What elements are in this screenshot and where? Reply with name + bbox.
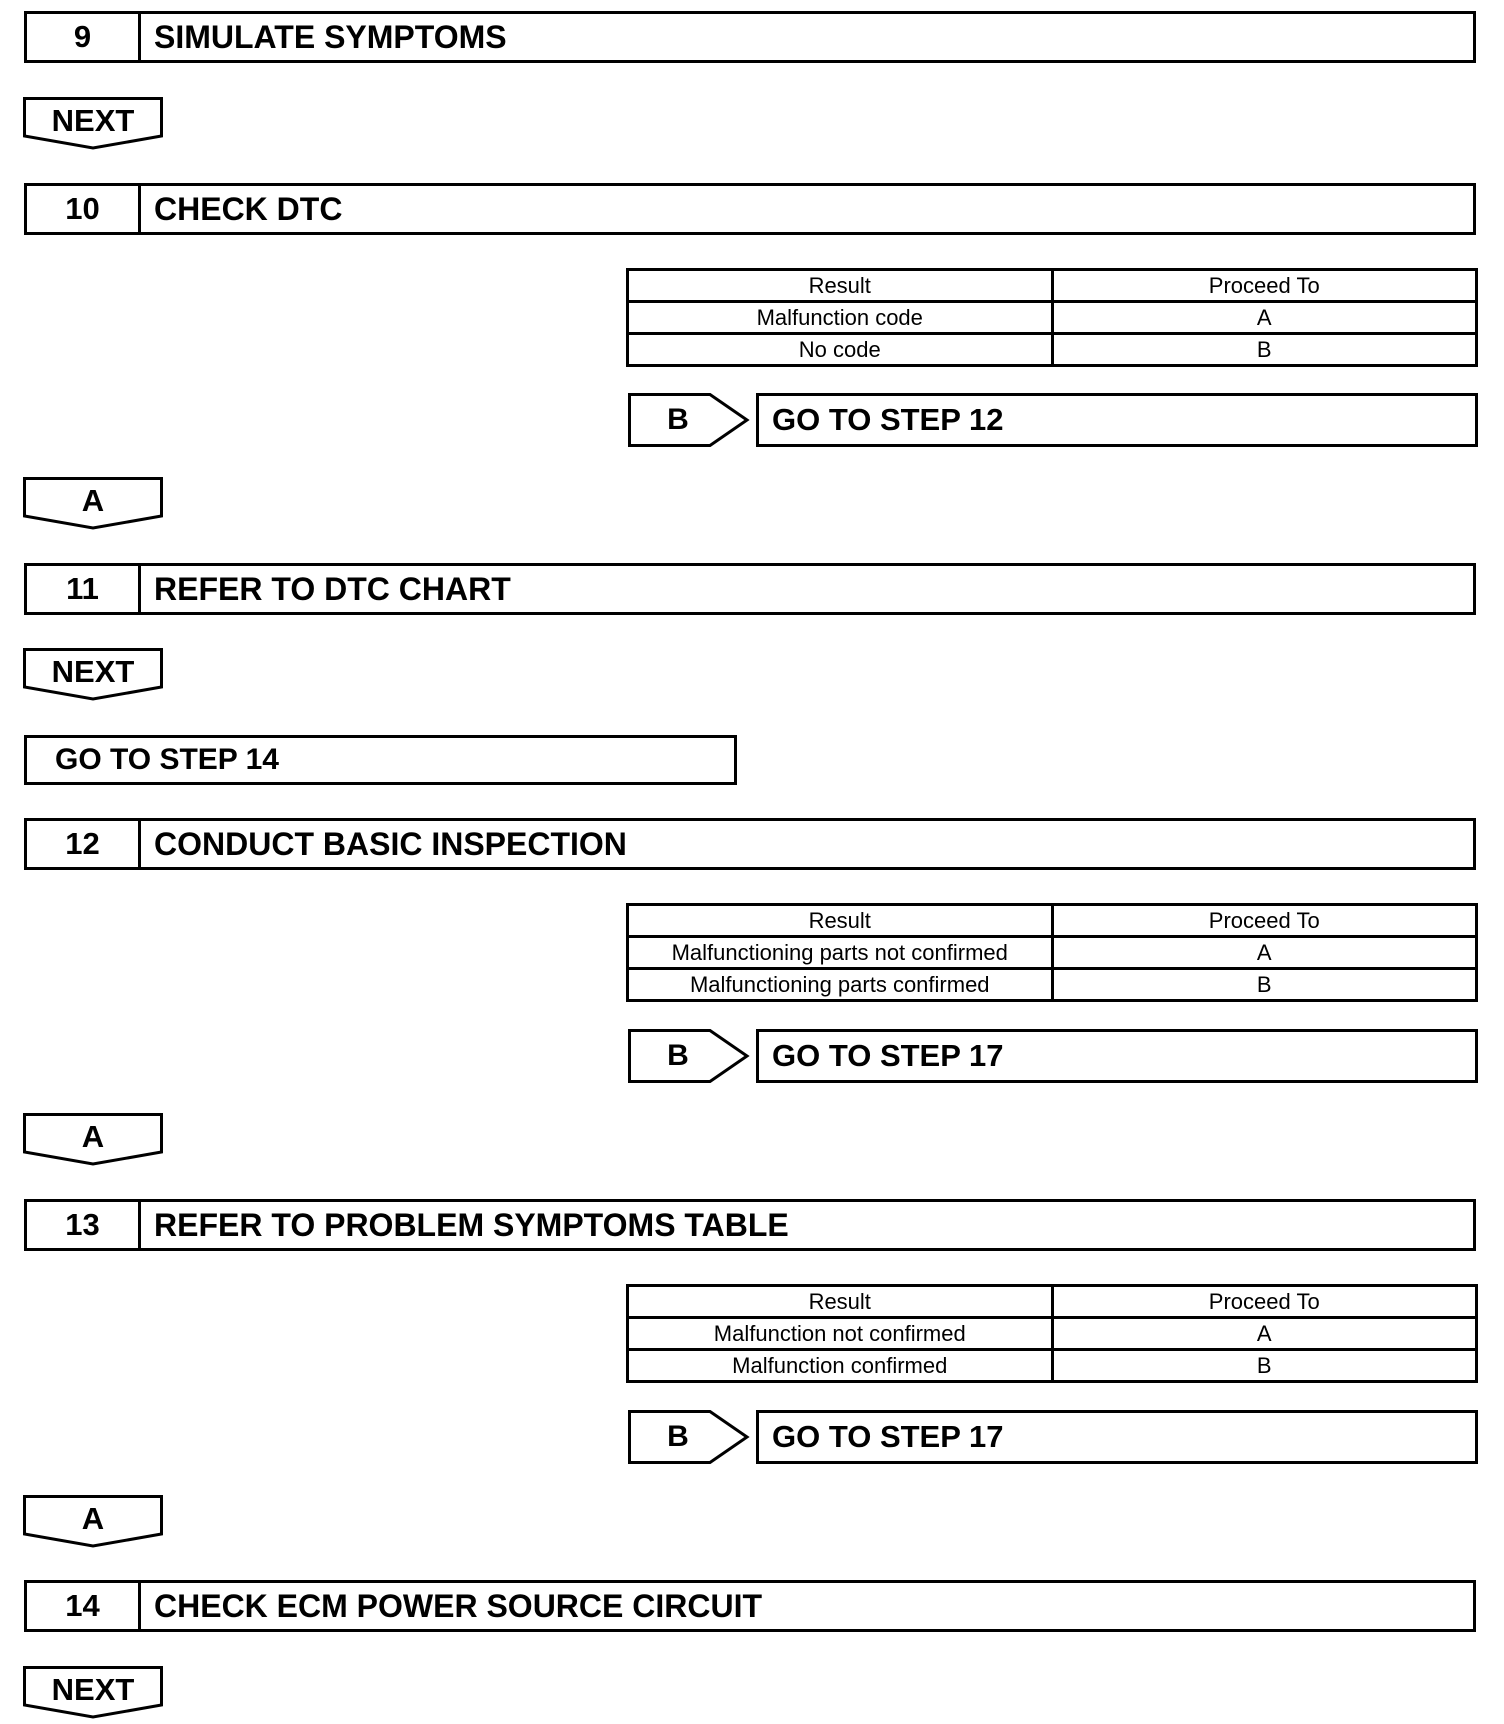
result-cell: Malfunction code [628,302,1053,334]
branch-b-arrow [628,393,750,447]
step-title: REFER TO DTC CHART [154,570,511,607]
branch-b-goto-step-17 [628,1410,1478,1464]
branch-b-arrow [628,1410,750,1464]
branch-label: B [667,1420,689,1453]
table-header-row [628,270,1477,302]
a-arrow [23,1113,163,1166]
a-arrow [23,1495,163,1548]
arrow-label: NEXT [51,103,135,138]
goto-step-14-box: GO TO STEP 14 [24,735,737,785]
header-proceed-to: Proceed To [1052,905,1477,937]
table-row [628,1350,1477,1382]
arrow-label: A [81,1501,105,1536]
branch-b-arrow [628,1029,750,1083]
step-number: 12 [27,821,141,867]
step-number: 11 [27,566,141,612]
step-title: REFER TO PROBLEM SYMPTOMS TABLE [154,1206,789,1243]
arrow-label: A [81,483,105,518]
step-title: CHECK ECM POWER SOURCE CIRCUIT [154,1587,763,1624]
proceed-cell: B [1052,334,1477,366]
step-title: CHECK DTC [154,190,343,227]
step-number: 13 [27,1202,141,1248]
step-14-header [24,1580,1476,1632]
proceed-cell: A [1052,302,1477,334]
table-row [628,969,1477,1001]
step-11-header [24,563,1476,615]
result-cell: Malfunction confirmed [628,1350,1053,1382]
header-result: Result [628,1286,1053,1318]
table-row [628,302,1477,334]
step-title: CONDUCT BASIC INSPECTION [154,825,627,862]
step-number: 10 [27,186,141,232]
next-arrow [23,1666,163,1719]
goto-step-box: GO TO STEP 17 [756,1029,1478,1083]
table-header-row [628,1286,1477,1318]
table-row [628,334,1477,366]
proceed-cell: B [1052,1350,1477,1382]
step-10-header [24,183,1476,235]
branch-label: B [667,403,689,436]
result-table-step-13 [626,1284,1478,1383]
result-table-step-12 [626,903,1478,1002]
result-table-step-10 [626,268,1478,367]
table-row [628,1318,1477,1350]
goto-step-box: GO TO STEP 17 [756,1410,1478,1464]
branch-b-goto-step-17 [628,1029,1478,1083]
result-cell: Malfunction not confirmed [628,1318,1053,1350]
a-arrow [23,477,163,530]
step-number: 14 [27,1583,141,1629]
step-13-header [24,1199,1476,1251]
step-title: SIMULATE SYMPTOMS [154,18,507,55]
branch-label: B [667,1039,689,1072]
step-9-header [24,11,1476,63]
step-number: 9 [27,14,141,60]
branch-b-goto-step-12 [628,393,1478,447]
result-cell: Malfunctioning parts confirmed [628,969,1053,1001]
header-result: Result [628,905,1053,937]
header-proceed-to: Proceed To [1052,270,1477,302]
proceed-cell: A [1052,937,1477,969]
step-12-header [24,818,1476,870]
table-row [628,937,1477,969]
header-result: Result [628,270,1053,302]
table-header-row [628,905,1477,937]
proceed-cell: A [1052,1318,1477,1350]
proceed-cell: B [1052,969,1477,1001]
goto-step-box: GO TO STEP 12 [756,393,1478,447]
arrow-label: NEXT [51,1672,135,1707]
next-arrow [23,648,163,701]
arrow-label: A [81,1119,105,1154]
header-proceed-to: Proceed To [1052,1286,1477,1318]
next-arrow [23,97,163,150]
arrow-label: NEXT [51,654,135,689]
result-cell: Malfunctioning parts not confirmed [628,937,1053,969]
result-cell: No code [628,334,1053,366]
